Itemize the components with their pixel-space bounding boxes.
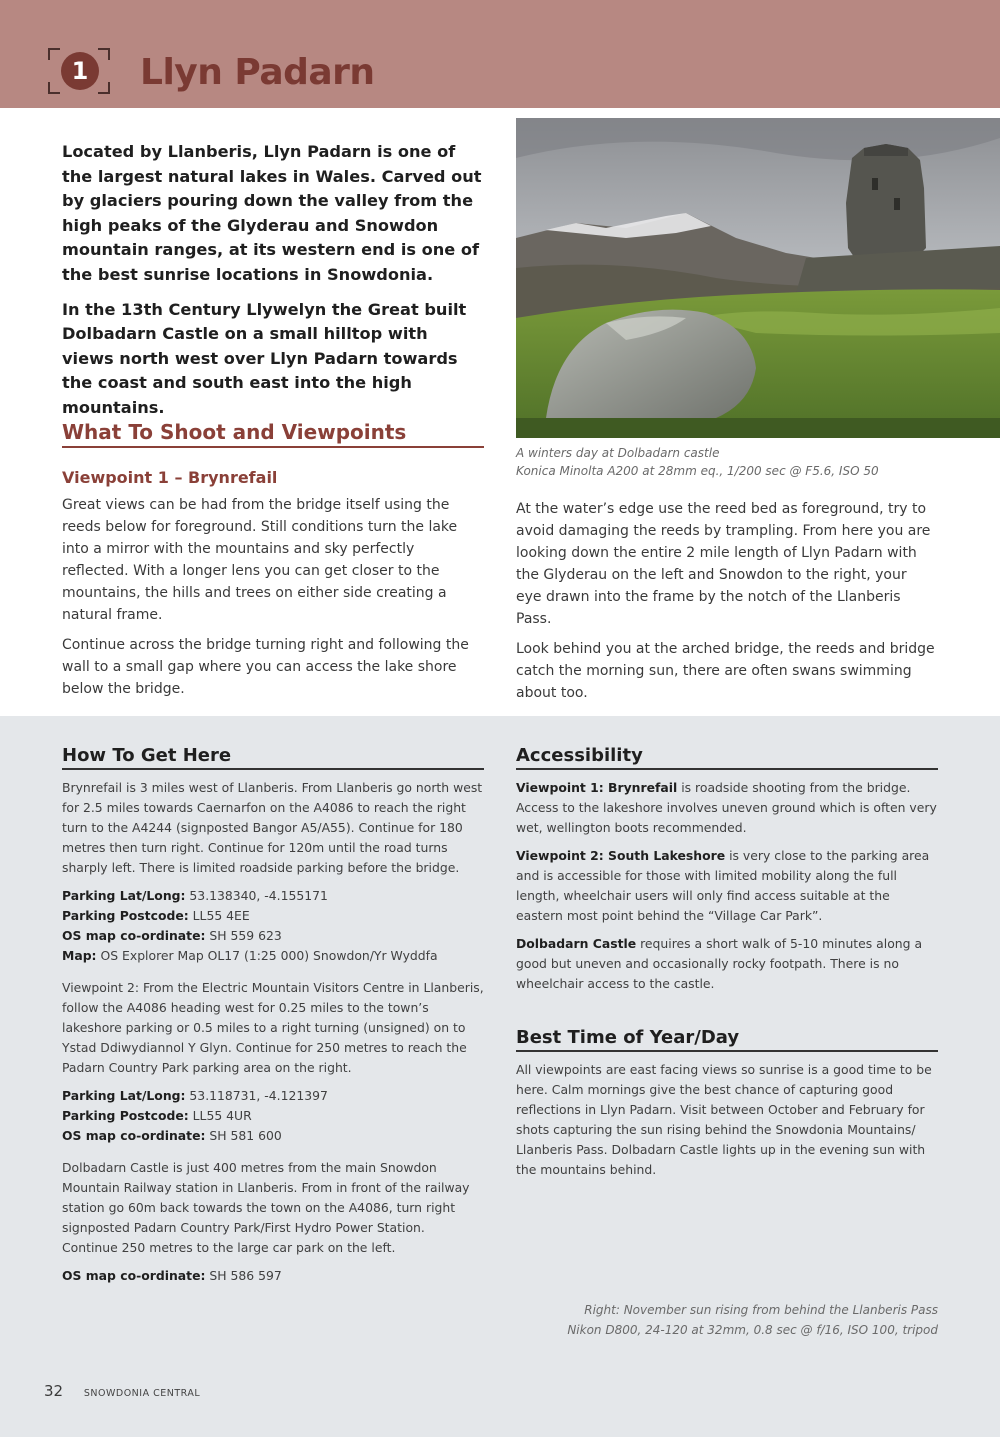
viewpoint-1-paragraph-2: Continue across the bridge turning right and following the wall to a small gap where you can access the lake shore below the bridge. xyxy=(62,637,469,697)
publication-name: SNOWDONIA CENTRAL xyxy=(83,1388,201,1399)
viewpoint-1-heading: Viewpoint 1 – Brynrefail xyxy=(62,468,278,487)
best-time-title: Best Time of Year/Day xyxy=(516,1028,938,1052)
intro-text xyxy=(62,140,482,431)
intro-paragraph-2: In the 13th Century Llywelyn the Great built Dolbadarn Castle on a small hilltop with views north west over Llyn Padarn towards the coast and south east into the high mountains. xyxy=(62,299,467,417)
best-time xyxy=(516,1028,938,1188)
parking-latlong-1: Parking Lat/Long: 53.138340, -4.155171 xyxy=(62,888,328,903)
os-coordinate-2: OS map co-ordinate: SH 581 600 xyxy=(62,1128,282,1143)
os-coordinate-1: OS map co-ordinate: SH 559 623 xyxy=(62,928,282,943)
directions-viewpoint-2: Viewpoint 2: From the Electric Mountain Visitors Centre in Llanberis, follow the A4086 heading west for 0.25 miles to the town’s lakeshore parking or 0.5 miles to a right turning (unsigned) on to Ystad Ddiwydiannol Y Glyn. Continue for 250 metres to reach the Padarn Country Park parking area on the right. xyxy=(62,980,484,1075)
section-number-badge xyxy=(48,48,110,94)
viewpoint-1-left-text xyxy=(62,494,482,708)
parking-postcode-2: Parking Postcode: LL55 4UR xyxy=(62,1108,252,1123)
accessibility-title: Accessibility xyxy=(516,746,938,770)
section-number: 1 xyxy=(61,52,99,90)
page-footer xyxy=(44,1382,200,1400)
best-time-text: All viewpoints are east facing views so sunrise is a good time to be here. Calm mornings give the best chance of capturing good reflections in Llyn Padarn. Visit between October and February for shots capturing the sun rising behind the Snowdonia Mountains/ Llanberis Pass. Dolbadarn Castle lights up in the evening sun with the mountains behind. xyxy=(516,1062,932,1177)
castle-photo xyxy=(516,118,1000,438)
page-title: Llyn Padarn xyxy=(140,52,375,93)
accessibility-viewpoint-1: Viewpoint 1: Brynrefail is roadside shooting from the bridge. Access to the lakeshore involves uneven ground which is often very wet, wellington boots recommended. xyxy=(516,780,937,835)
photo-caption xyxy=(516,444,976,480)
accessibility-viewpoint-2: Viewpoint 2: South Lakeshore is very close to the parking area and is accessible for those with limited mobility along the full length, wheelchair users will only find access suitable at the eastern most point behind the “Village Car Park”. xyxy=(516,848,930,923)
how-to-get-here-title: How To Get Here xyxy=(62,746,484,770)
how-to-get-here xyxy=(62,746,484,1286)
intro-paragraph-1: Located by Llanberis, Llyn Padarn is one of the largest natural lakes in Wales. Carved out by glaciers pouring down the valley from the high peaks of the Glyderau and Snowdon mountain ranges, at its western end is one of the best sunrise locations in Snowdonia. xyxy=(62,142,482,284)
viewpoint-1-paragraph-3: At the water’s edge use the reed bed as foreground, try to avoid damaging the reeds by trampling. From here you are looking down the entire 2 mile length of Llyn Padarn with the Glyderau on the left and Snowdon to the right, your eye drawn into the frame by the notch of the Llanberis Pass. xyxy=(516,501,931,627)
right-caption-line-1: Right: November sun rising from behind the Llanberis Pass xyxy=(584,1303,938,1317)
parking-latlong-2: Parking Lat/Long: 53.118731, -4.121397 xyxy=(62,1088,328,1103)
photo-caption-line-2: Konica Minolta A200 at 28mm eq., 1/200 sec @ F5.6, ISO 50 xyxy=(516,464,879,478)
page-number: 32 xyxy=(44,1382,64,1400)
accessibility xyxy=(516,746,938,1002)
os-coordinate-3: OS map co-ordinate: SH 586 597 xyxy=(62,1268,282,1283)
header-band xyxy=(0,0,1000,108)
section-heading: What To Shoot and Viewpoints xyxy=(62,420,484,448)
parking-postcode-1: Parking Postcode: LL55 4EE xyxy=(62,908,250,923)
viewpoint-1-paragraph-1: Great views can be had from the bridge itself using the reeds below for foreground. Still conditions turn the lake into a mirror with the mountains and sky perfectly reflected. With a longer lens you can get closer to the mountains, the hills and trees on either side creating a natural frame. xyxy=(62,497,458,623)
accessibility-castle: Dolbadarn Castle requires a short walk of 5-10 minutes along a good but uneven and occasionally rocky footpath. There is no wheelchair access to the castle. xyxy=(516,936,923,991)
castle-landscape-image xyxy=(516,118,1000,438)
map-reference: Map: OS Explorer Map OL17 (1:25 000) Snowdon/Yr Wyddfa xyxy=(62,948,438,963)
directions-castle: Dolbadarn Castle is just 400 metres from the main Snowdon Mountain Railway station in Llanberis. From in front of the railway station go 60m back towards the town on the A4086, turn right signposted Padarn Country Park/First Hydro Power Station. Continue 250 metres to the large car park on the left. xyxy=(62,1160,470,1255)
photo-caption-line-1: A winters day at Dolbadarn castle xyxy=(516,446,720,460)
right-photo-caption xyxy=(518,1300,938,1340)
viewpoint-1-paragraph-4: Look behind you at the arched bridge, the reeds and bridge catch the morning sun, there are often swans swimming about too. xyxy=(516,641,935,701)
directions-viewpoint-1: Brynrefail is 3 miles west of Llanberis. From Llanberis go north west for 2.5 miles towards Caernarfon on the A4086 to reach the right turn to the A4244 (signposted Bangor A5/A55). Continue for 180 metres then turn right. Continue for 120m until the road turns sharply left. There is limited roadside parking before the bridge. xyxy=(62,780,483,875)
right-caption-line-2: Nikon D800, 24-120 at 32mm, 0.8 sec @ f/16, ISO 100, tripod xyxy=(567,1323,938,1337)
viewpoint-1-right-text xyxy=(516,498,936,712)
